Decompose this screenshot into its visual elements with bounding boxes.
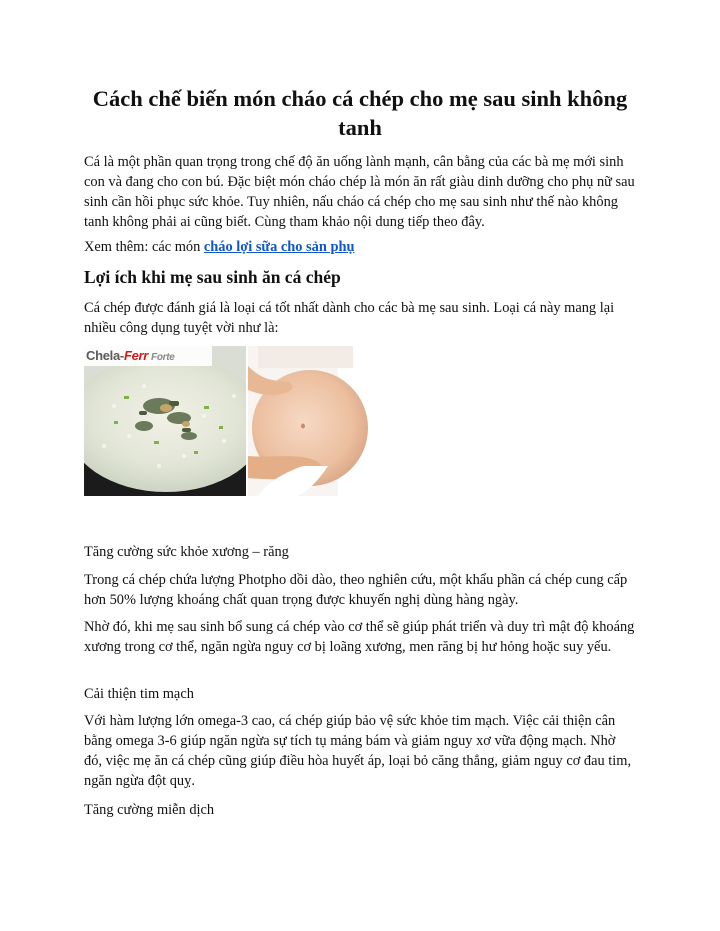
see-more-prefix: Xem thêm: các món [84,239,204,255]
belly-graphic [248,346,410,496]
subheading-heart: Cải thiện tim mạch [84,686,194,702]
see-more-link[interactable]: cháo lợi sữa cho sản phụ [203,239,355,255]
section-intro-paragraph: Cá chép được đánh giá là loại cá tốt nhất dành cho các bà mẹ sau sinh. Loại cá này mang lại nhiều công dụng tuyệt vời như là: [84,300,615,336]
subheading-bones: Tăng cường sức khỏe xương – răng [84,544,289,560]
paragraph-bone-density: Nhờ đó, khi mẹ sau sinh bổ sung cá chép vào cơ thể sẽ giúp phát triển và duy trì mật độ khoáng xương trong cơ thể, ngăn ngừa nguy cơ bị loãng xương, men răng bị hư hỏng hoặc suy yếu. [84,619,635,655]
intro-paragraph: Cá là một phần quan trọng trong chế độ ăn uống lành mạnh, cân bằng của các bà mẹ mới sinh con và đang cho con bú. Đặc biệt món cháo chép là món ăn rất giàu dinh dưỡng cho phụ nữ sau sinh cần hồi phục sức khỏe. Tuy nhiên, nấu cháo cá chép cho mẹ sau sinh như thế nào không tanh không phải ai cũng biết. Cùng tham khảo nội dung tiếp theo đây. [84,154,635,230]
see-more-line [84,237,636,257]
carp-porridge-image [84,346,246,496]
paragraph-omega3: Với hàm lượng lớn omega-3 cao, cá chép giúp bảo vệ sức khỏe tim mạch. Việc cải thiện cân bằng omega 3-6 giúp ngăn ngừa sự tích tụ mảng bám và giảm nguy xơ vữa động mạch. Nhờ đó, việc mẹ ăn cá chép cũng giúp điều hòa huyết áp, loại bỏ căng thẳng, giảm nguy cơ đau tim, ngăn ngừa đột quỵ. [84,713,632,789]
pregnant-belly-image [248,346,410,496]
brand-logo: Chela-Ferr Forte [86,348,175,363]
porridge-bowl-graphic [84,346,246,496]
page-title: Cách chế biến món cháo cá chép cho mẹ sau sinh không tanh [92,86,628,140]
paragraph-phosphorus: Trong cá chép chứa lượng Photpho dồi dào, theo nghiên cứu, một khẩu phần cá chép cung cấp hơn 50% lượng khoáng chất quan trọng được khuyến nghị dùng hàng ngày. [84,572,628,608]
subheading-immunity: Tăng cường miễn dịch [84,802,215,818]
image-pair [84,346,410,496]
section-heading: Lợi ích khi mẹ sau sinh ăn cá chép [84,267,341,287]
